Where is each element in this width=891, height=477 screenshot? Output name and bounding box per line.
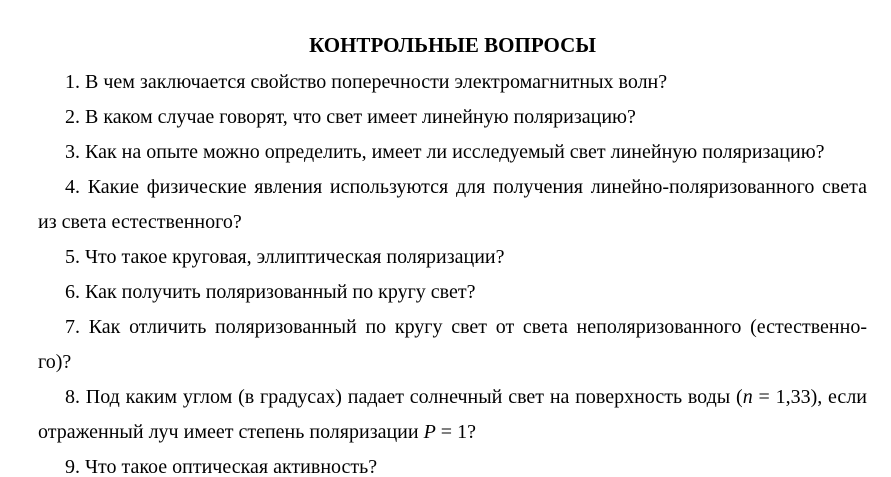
question-7-line-1 <box>38 310 867 345</box>
text-segment: 3. Как на опыте можно определить, имеет ли исследуемый свет линейную поляризацию? <box>65 141 825 163</box>
text-segment: = 1? <box>435 421 476 443</box>
text-segment: 8. Под каким углом (в градусах) падает солнечный свет на поверхность воды ( <box>65 386 743 408</box>
page-title: КОНТРОЛЬНЫЕ ВОПРОСЫ <box>309 33 596 57</box>
text-segment: 1. В чем заключается свойство поперечности электромагнитных волн? <box>65 71 668 93</box>
math-variable: P <box>423 421 436 443</box>
math-variable: n <box>742 386 753 408</box>
text-segment: 6. Как получить поляризованный по кругу свет? <box>65 281 476 303</box>
question-4-line-2 <box>38 205 867 240</box>
questions-list <box>38 65 867 477</box>
question-5-line-1 <box>38 240 867 275</box>
question-9-line-1 <box>38 450 867 477</box>
text-segment: = 1,33), если <box>752 386 867 408</box>
text-segment: 2. В каком случае говорят, что свет имеет линейную поляризацию? <box>65 106 636 128</box>
question-3-line-1 <box>38 135 867 170</box>
question-1-line-1 <box>38 65 867 100</box>
text-segment: 7. Как отличить поляризованный по кругу свет от света неполяризованного (естественно- <box>65 316 867 338</box>
text-segment: 4. Какие физические явления используются для получения линейно-поляризованного света <box>65 176 867 198</box>
text-segment: 9. Что такое оптическая активность? <box>65 456 378 477</box>
text-segment: го)? <box>38 351 72 373</box>
question-8-line-1 <box>38 380 867 415</box>
question-7-line-2 <box>38 345 867 380</box>
text-segment: отраженный луч имеет степень поляризации <box>38 421 424 443</box>
question-8-line-2 <box>38 415 867 450</box>
question-2-line-1 <box>38 100 867 135</box>
text-segment: 5. Что такое круговая, эллиптическая поляризации? <box>65 246 505 268</box>
question-6-line-1 <box>38 275 867 310</box>
text-segment: из света естественного? <box>38 211 242 233</box>
question-4-line-1 <box>38 170 867 205</box>
